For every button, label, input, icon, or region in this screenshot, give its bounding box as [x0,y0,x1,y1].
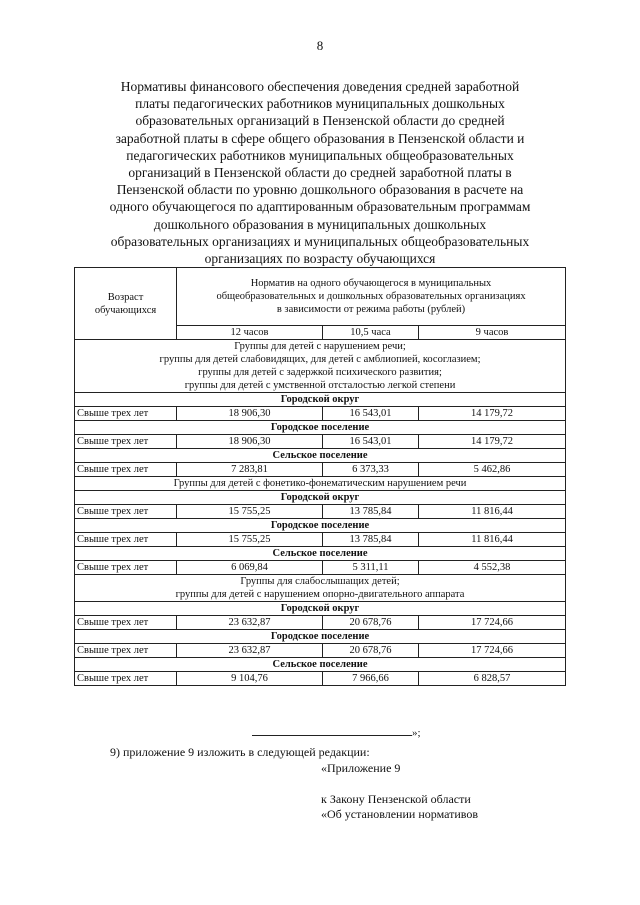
header-text: Норматив на одного обучающегося в муниципальных [250,278,492,289]
value-cell: 16 543,01 [323,407,419,421]
annex-title: «Приложение 9 [321,761,401,775]
group-row [75,575,566,602]
group-line: группы для детей слабовидящих, для детей с амблиопией, косоглазием; [159,354,481,365]
group-line: Группы для слабослышащих детей; [240,576,400,587]
value-cell: 23 632,87 [177,644,323,658]
mode-header: 12 часов [177,326,323,340]
closing-mark [252,727,421,739]
title-line: педагогических работников муниципальных общеобразовательных [126,147,514,163]
page-number: 8 [316,38,324,53]
territory-label: Сельское поселение [75,449,566,463]
table-row [75,672,566,686]
law-reference-line: к Закону Пензенской области [321,792,471,806]
norm-column-header [177,268,566,326]
mode-header: 9 часов [419,326,566,340]
group-line: Группы для детей с фонетико-фонематическим нарушением речи [173,478,467,489]
age-cell: Свыше трех лет [75,435,177,449]
value-cell: 6 069,84 [177,561,323,575]
table-row [75,616,566,630]
group-row [75,340,566,393]
header-text: обучающихся [94,304,157,316]
group-line: группы для детей с умственной отсталостью легкой степени [184,380,456,391]
law-reference-line: «Об установлении нормативов [321,807,479,821]
territory-label: Сельское поселение [75,658,566,672]
age-cell: Свыше трех лет [75,407,177,421]
value-cell: 7 283,81 [177,463,323,477]
age-cell: Свыше трех лет [75,561,177,575]
table-row [75,505,566,519]
territory-row [75,658,566,672]
territory-label: Городское поселение [75,519,566,533]
territory-label: Городской округ [75,602,566,616]
value-cell: 17 724,66 [419,616,566,630]
value-cell: 23 632,87 [177,616,323,630]
closing-rule [252,727,412,736]
value-cell: 16 543,01 [323,435,419,449]
territory-label: Городской округ [75,393,566,407]
title-line: организаций в Пензенской области до средней заработной платы в [128,165,512,181]
value-cell: 18 906,30 [177,435,323,449]
table-row [75,407,566,421]
value-cell: 6 828,57 [419,672,566,686]
value-cell: 11 816,44 [419,505,566,519]
value-cell: 5 311,11 [323,561,419,575]
territory-row [75,602,566,616]
table-row [75,463,566,477]
document-title [60,78,580,267]
territory-row [75,547,566,561]
title-line: образовательных организаций в Пензенской области до средней [135,113,505,129]
age-cell: Свыше трех лет [75,463,177,477]
value-cell: 6 373,33 [323,463,419,477]
group-line: Группы для детей с нарушением речи; [234,341,406,352]
title-line: платы педагогических работников муниципальных дошкольных [135,96,505,112]
value-cell: 9 104,76 [177,672,323,686]
age-cell: Свыше трех лет [75,644,177,658]
age-cell: Свыше трех лет [75,533,177,547]
age-cell: Свыше трех лет [75,616,177,630]
value-cell: 20 678,76 [323,644,419,658]
value-cell: 4 552,38 [419,561,566,575]
table-row [75,533,566,547]
territory-row [75,393,566,407]
title-line: одного обучающегося по адаптированным образовательным программам [109,199,531,215]
header-text: в зависимости от режима работы (рублей) [276,304,466,315]
title-line: образовательных организациях и муниципальных общеобразовательных [110,233,530,249]
age-column-header [75,268,177,340]
territory-label: Городской округ [75,491,566,505]
territory-row [75,449,566,463]
value-cell: 14 179,72 [419,435,566,449]
title-line: заработной платы в сфере общего образования в Пензенской области и [115,130,525,146]
value-cell: 13 785,84 [323,505,419,519]
title-line: дошкольного образования в муниципальных дошкольных [153,216,487,232]
table-header-row [75,268,566,326]
territory-label: Сельское поселение [75,547,566,561]
territory-row [75,630,566,644]
table-row [75,435,566,449]
group-description [75,477,566,491]
territory-label: Городское поселение [75,421,566,435]
group-description [75,575,566,602]
table-body [75,340,566,686]
value-cell: 5 462,86 [419,463,566,477]
value-cell: 18 906,30 [177,407,323,421]
group-row [75,477,566,491]
group-description [75,340,566,393]
header-text: Возраст [107,291,144,303]
territory-row [75,491,566,505]
value-cell: 20 678,76 [323,616,419,630]
table-row [75,644,566,658]
value-cell: 17 724,66 [419,644,566,658]
header-text: общеобразовательных и дошкольных образовательных организациях [216,291,526,302]
value-cell: 14 179,72 [419,407,566,421]
territory-row [75,519,566,533]
group-line: группы для детей с нарушением опорно-двигательного аппарата [175,589,465,600]
value-cell: 11 816,44 [419,533,566,547]
norms-table [74,267,566,686]
value-cell: 15 755,25 [177,533,323,547]
title-line: Нормативы финансового обеспечения доведения средней заработной [120,79,520,94]
mode-header: 10,5 часа [323,326,419,340]
territory-row [75,421,566,435]
title-line: организациях по возрасту обучающихся [204,251,436,267]
closing-quote: »; [412,727,421,739]
amendment-item-9: 9) приложение 9 изложить в следующей редакции: [110,745,370,759]
table-row [75,561,566,575]
value-cell: 7 966,66 [323,672,419,686]
age-cell: Свыше трех лет [75,505,177,519]
value-cell: 13 785,84 [323,533,419,547]
title-line: Пензенской области по уровню дошкольного образования в расчете на [116,182,524,198]
territory-label: Городское поселение [75,630,566,644]
value-cell: 15 755,25 [177,505,323,519]
age-cell: Свыше трех лет [75,672,177,686]
group-line: группы для детей с задержкой психического развития; [198,367,442,378]
